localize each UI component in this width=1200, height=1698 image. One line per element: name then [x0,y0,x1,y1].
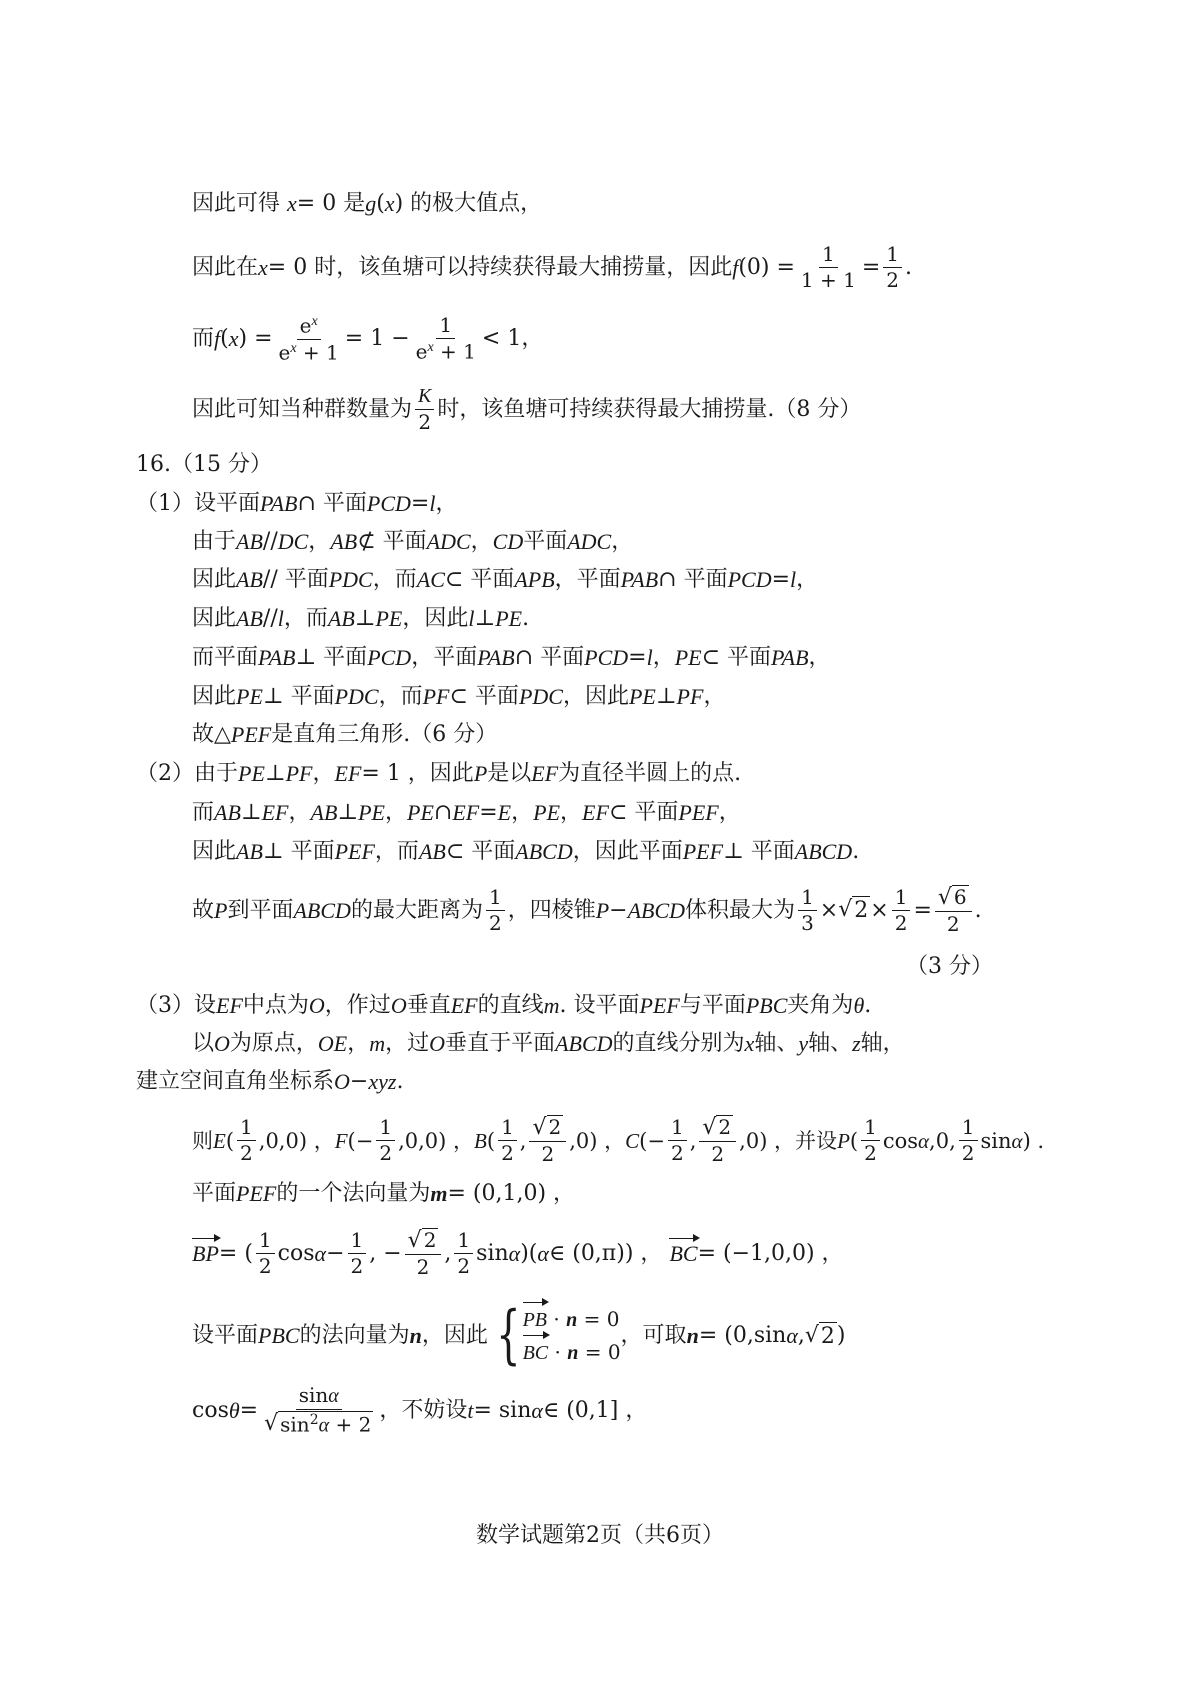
fraction: $\frac{1}{2}$ [376,1116,395,1165]
line-1: 因此可得 x = 0 是 g ( x ) 的极大值点， [192,191,543,216]
fraction: √ 2 2 [529,1115,566,1166]
fraction: $\frac{1}{2}$ [861,1116,880,1165]
part-3-line-2: 以 O 为原点， OE ， m ，过 O 垂直于平面 ABCD 的直线分别为 x 轴、 y 轴、 z 轴， [192,1031,905,1056]
vectors-line: BP = ( $\frac{1}{2}$ cos α − $\frac{1}{2}$ , − √ 2 2 , $\frac{1}{2}$ sin α )( α ∈ (0,π)) ， BC = (−1,0,0) ， [192,1228,844,1280]
part-2-line-3: 因此 AB ⊥ 平面 PEF ，而 AB ⊂ 平面 ABCD ，因此平面 PEF ⊥ 平面 ABCD . [192,839,860,864]
square-root: √ 2 [804,1322,835,1349]
fraction: $\frac{1}{2}$ [959,1116,978,1165]
part-2-line-2: 而 AB ⊥ EF ， AB ⊥ PE ， PE ∩ EF = E ， PE ， EF ⊂ 平面 PEF ， [192,800,741,825]
cosine-line: cos θ = sinα √ $\sin^2\alpha + 2$ ，不妨设 t = sin α ∈ (0,1] ， [192,1383,648,1437]
part-1-line-5: 而平面 PAB ⊥ 平面 PCD ，平面 PAB ∩ 平面 PCD = l ， PE ⊂ 平面 PAB ， [192,645,831,670]
fraction: $\frac{1}{2}$ [486,886,505,935]
line-3: 而 f ( x ) = $\frac{e^x}{e^x + 1}$ = 1 − $\frac{1}{e^x + 1}$ < 1， [192,313,544,365]
fraction: $\frac{1}{2}$ [892,886,911,935]
square-root: √ 2 [838,897,869,924]
coordinates-line: 则 E ( $\frac{1}{2}$ ,0,0) ， F (− $\frac{1}{2}$ ,0,0) ， B ( $\frac{1}{2}$ , √ 2 2 ,0) ， C (− $\frac{1}{2}$ , √ 2 2 ,0) ，并设 P ( $\frac{1}{2}$ cos α ,0, $\frac{1}{2}$ sin α ) . [192,1115,1045,1167]
part-3-line-1: （3）设 EF 中点为 O ，作过 O 垂直 EF 的直线 m . 设平面 PEF 与平面 PBC 夹角为 θ . [136,993,872,1018]
page-footer: 数学试题第2页（共6页） [476,1523,724,1548]
line-4: 因此可知当种群数量为 $\frac{K}{2}$ 时，该鱼塘可持续获得最大捕捞量.（8 分） [192,385,862,434]
fraction: √ 2 2 [699,1115,736,1166]
part-1-line-3: 因此 AB // 平面 PDC ，而 AC ⊂ 平面 APB ，平面 PAB ∩ 平面 PCD = l ， [192,567,819,592]
fraction: $\frac{e^x}{e^x + 1}$ [278,313,339,365]
fraction: $\frac{1}{2}$ [454,1229,473,1278]
fraction: $\frac{1}{e^x + 1}$ [415,313,476,364]
part-1-line-2: 由于 AB // DC ， AB ⊄ 平面 ADC ， CD 平面 ADC ， [192,529,634,554]
fraction: $\frac{1}{2}$ [237,1116,256,1165]
fraction: $\frac{1}{2}$ [668,1116,687,1165]
part-2-line-1: （2）由于 PE ⊥ PF ， EF = 1 ，因此 P 是以 EF 为直径半圆上的点. [136,761,742,786]
line-2: 因此在 x = 0 时，该鱼塘可以持续获得最大捕捞量，因此 f (0) = $\frac{1}{1 + 1}$ = $\frac{1}{2}$ . [192,242,913,292]
equation-system: { PB · n = 0 BC · n = 0 [496,1298,621,1373]
part-1-line-7: 故△ PEF 是直角三角形.（6 分） [192,722,498,747]
fraction: sinα √ $\sin^2\alpha + 2$ [264,1383,372,1437]
fraction: $\frac{1}{2}$ [256,1229,275,1278]
fraction: $\frac{1}{3}$ [798,886,817,935]
fraction: $\frac{1}{2}$ [498,1116,517,1165]
fraction: $\frac{K}{2}$ [415,385,434,434]
fraction: √ 2 2 [405,1228,442,1279]
question-16-heading: 16.（15 分） [136,452,272,477]
fraction: $\frac{1}{2}$ [348,1229,367,1278]
fraction: $\frac{1}{2}$ [883,243,902,292]
fraction: $\frac{1}{1 + 1}$ [800,242,856,292]
fraction: √ 6 2 [935,885,972,936]
normal-vector-m-line: 平面 PEF 的一个法向量为 m = (0,1,0) ， [192,1181,576,1206]
part-1-line-4: 因此 AB // l ，而 AB ⊥ PE ，因此 l ⊥ PE . [192,606,530,631]
part-1-line-6: 因此 PE ⊥ 平面 PDC ，而 PF ⊂ 平面 PDC ，因此 PE ⊥ PF ， [192,684,726,709]
part-2-line-4: 故 P 到平面 ABCD 的最大距离为 $\frac{1}{2}$ ，四棱锥 P − ABCD 体积最大为 $\frac{1}{3}$ × √ 2 × $\frac{1}{2}$ = √ 6 2 . [192,885,982,937]
normal-vector-n-line: 设平面 PBC 的法向量为 n ，因此 { PB · n = 0 BC · n = 0 ，可取 n = (0,sin α , √ 2 ) [192,1298,846,1373]
part-1-line-1: （1）设平面 PAB ∩ 平面 PCD = l ， [136,491,458,516]
points-note: （3 分） [906,954,993,979]
part-3-line-3: 建立空间直角坐标系 O − xyz . [136,1069,404,1094]
